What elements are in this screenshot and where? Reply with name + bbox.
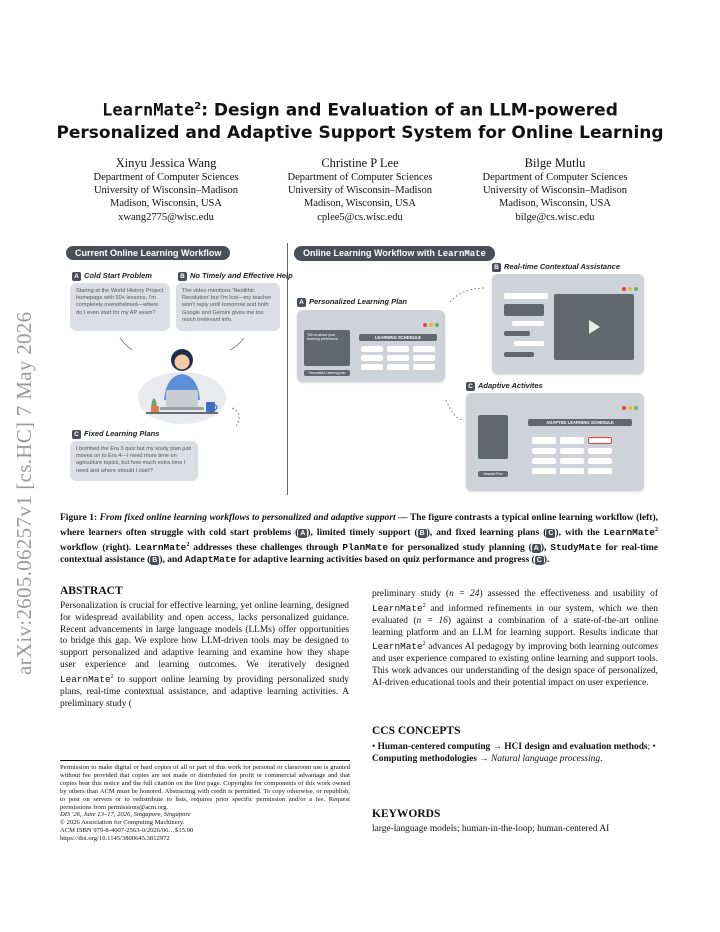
fixed-plans-bubble: I bombed the Era 3 quiz but my study plan just moves on to Era 4—I need more time on agriculture topics, but how much extra time I need and where should I start? [70, 441, 198, 481]
caption-label: Figure 1: [60, 513, 98, 523]
abstract-text: ) assessed the effectiveness and usability of [479, 589, 658, 599]
schedule-cell [532, 437, 556, 444]
close-dot [622, 406, 626, 410]
abstract-system-name: LearnMate [372, 641, 423, 653]
adapted-schedule-header: ADAPTED LEARNING SCHEDULE [528, 419, 632, 426]
close-dot [622, 287, 626, 291]
face [175, 355, 190, 370]
mug [206, 402, 215, 412]
schedule-cell [413, 346, 435, 352]
caption-text: ), with the [555, 528, 604, 539]
badge-a: A [297, 298, 306, 307]
figure-caption: Figure 1: From fixed online learning workflows to personalized and adaptive support — The figure contrasts a typical online learning workflow (left), where learners often struggle with cold start problems ( A ), limited timely support ( B ), and fixed learning plans ( C ), with the LearnMate$^2$ workflow (right). LearnMate$^2$ addresses these challenges through PlanMate for personalized study planning ( A ), StudyMate for real-time contextual assistance ( B ), and AdaptMate for adaptive learning activities based on quiz performance and progress ( C ). [60, 513, 659, 566]
schedule-cell [588, 468, 612, 474]
author-location: Madison, Wisconsin, USA [304, 198, 416, 210]
abstract-heading: ABSTRACT [60, 585, 123, 597]
abstract-system-name: LearnMate [60, 673, 111, 685]
ccs-term: HCI design and evaluation methods [504, 742, 648, 752]
abstract-col1: Personalization is crucial for effective learning, yet online learning, designed for widespread availability and open access, lacks personalized guidance. Recent advancements in large language models (LLMs) offer opportunities to bridge this gap. We explore how LLM-driven tools may be designed to support personalized and adaptive learning and examine how they shape user experience and learning outcomes. We iteratively designed LearnMate$^2$ to support online learning by providing personalized study plans, real-time contextual assistance, and adaptive learning activities. A preliminary study ( [60, 601, 349, 709]
ccs-arrow: → [476, 753, 492, 764]
maximize-dot [634, 287, 638, 291]
desk [146, 412, 218, 414]
ccs-term: Human-centered computing [377, 742, 491, 752]
title-line2: Personalized and Adaptive Support System for Online Learning [56, 122, 664, 143]
learnmate-workflow-pill [294, 246, 495, 261]
chat-message-user [512, 321, 544, 326]
caption-badge-c: C [536, 557, 542, 565]
close-dot [423, 323, 427, 327]
arxiv-identifier: arXiv:2605.06257v1 [cs.HC] 7 May 2026 [12, 311, 36, 675]
caption-text: workflow (right). [60, 543, 136, 554]
title-line1: : Design and Evaluation of an LLM-powered [201, 100, 618, 121]
preference-panel-title: Tell us about your learning preference [307, 333, 338, 342]
author-location: Madison, Wisconsin, USA [110, 198, 222, 210]
schedule-cell [560, 468, 584, 474]
ccs-concepts: • Human-centered computing → HCI design and evaluation methods; • Computing methodologies → Natural language processing. [372, 742, 656, 764]
caption-studymate: StudyMate [550, 542, 602, 554]
connector-arrow [232, 408, 239, 426]
schedule-cell [532, 448, 556, 454]
chat-message-user [514, 341, 544, 346]
schedule-cell [588, 458, 612, 464]
preference-panel [304, 330, 350, 366]
caption-text: ), limited timely support ( [307, 528, 418, 539]
abstract-text: advances AI pedagogy by improving both learning outcomes and user experience compared to existing online learning and support tools. This work advances our understanding of the design space of personalized, AI-driven educational tools and their potential impact on user experience. [372, 642, 658, 688]
minimize-dot [628, 406, 632, 410]
connector-arrow [450, 288, 486, 302]
keywords-text: large-language models; human-in-the-loop; human-centered AI [372, 824, 610, 834]
schedule-cell [361, 364, 383, 370]
caption-badge-b: B [152, 557, 158, 565]
schedule-cell [387, 346, 409, 352]
caption-badge-b: B [419, 530, 425, 538]
sample-size: n = 16 [416, 615, 448, 626]
figure-divider [287, 243, 288, 495]
ccs-term: Computing methodologies [372, 753, 477, 764]
no-timely-help-title: No Timely and Effective Help [190, 271, 293, 280]
author-name: Bilge Mutlu [524, 156, 586, 170]
author-univ: University of Wisconsin–Madison [287, 185, 433, 197]
caption-text: ), and fixed learning plans ( [426, 528, 547, 539]
ccs-arrow: → [490, 742, 505, 752]
author-univ: University of Wisconsin–Madison [93, 185, 239, 197]
permission-block [60, 760, 350, 843]
adapted-plan-button[interactable]: Adapted Plan [478, 471, 508, 477]
caption-badge-c: C [548, 530, 554, 538]
title-system-name: LearnMate [102, 100, 195, 121]
ccs-term: Natural language processing [491, 753, 601, 764]
minimize-dot [628, 287, 632, 291]
abstract-col2: preliminary study (n = 24) assessed the effectiveness and usability of LearnMate$^2$ and informed refinements in our system, which we then evaluated (n = 16) against a combination of a state-of-the-art online learning platform and an LLM for learning support. Results indicate that LearnMate$^2$ advances AI pedagogy by improving both learning outcomes and user experience compared to existing online learning and support tools. This work advances our understanding of the design space of personalized, AI-driven educational tools and their potential impact on user experience. [372, 589, 658, 688]
caption-text: ), and [159, 555, 185, 566]
caption-system-name: LearnMate [603, 527, 655, 539]
caption-text: for real-time contextual assistance ( [60, 543, 659, 566]
paper-title [40, 96, 680, 144]
copyright: © 2026 Association for Computing Machinery. [60, 819, 185, 827]
realtime-assistance-title: Real-time Contextual Assistance [504, 262, 621, 271]
personalized-plan-title: Personalized Learning Plan [309, 297, 407, 306]
caption-text: ). [543, 555, 550, 566]
schedule-cell [560, 437, 584, 444]
student-laptop-illustration [112, 328, 252, 428]
schedule-cell [560, 448, 584, 454]
caption-text: for personalized study planning ( [388, 543, 532, 554]
chat-message-assistant [504, 304, 544, 316]
author-name: Christine P Lee [321, 156, 399, 170]
personalized-plan-heading [297, 297, 407, 307]
schedule-cell [387, 364, 409, 370]
abstract-text: ) against a combination of a state-of-the-art online learning platform and an LLM for learning support. Results indicate that [372, 615, 658, 638]
sample-size: n = 24 [449, 589, 480, 599]
no-timely-help-bubble: The video mentions 'Neolithic Revolution' but I'm lost—my teacher won't reply until tomorrow and both Google and Gemini gives me too much irrelevant info. [176, 283, 280, 331]
author-block-3 [455, 156, 655, 224]
video-player[interactable] [554, 294, 634, 360]
abstract-text: and informed refinements in our system, which we then evaluated ( [372, 603, 658, 626]
current-workflow-pill: Current Online Learning Workflow [66, 246, 230, 260]
venue: DIS '26, June 13–17, 2026, Singapore, Singapore [60, 811, 191, 819]
studymate-window [492, 274, 644, 374]
window-controls [421, 314, 439, 332]
pill-prefix: Online Learning Workflow with [303, 248, 438, 258]
caption-adaptmate: AdaptMate [184, 554, 237, 566]
learning-schedule-header: LEARNING SCHEDULE [359, 334, 437, 341]
fixed-plans-title: Fixed Learning Plans [84, 429, 160, 438]
schedule-cell [361, 355, 383, 361]
personalize-plan-button[interactable]: Personalize Learning plan [304, 370, 350, 376]
badge-c: C [72, 430, 81, 439]
author-dept: Department of Computer Sciences [93, 172, 239, 183]
laptop-base [160, 407, 204, 410]
caption-system-name: LearnMate [135, 542, 187, 554]
isbn: ACM ISBN 979-8-4007-2563-0/2026/06…$15.00 [60, 827, 194, 835]
cold-start-title: Cold Start Problem [84, 271, 152, 280]
badge-b: B [492, 263, 501, 272]
author-block-1 [66, 156, 266, 224]
chat-message-user [504, 293, 548, 299]
caption-text: The figure contrasts a typical online learning workflow (left), where learners often struggle with cold start problems ( [60, 513, 659, 539]
abstract-text: Personalization is crucial for effective learning, yet online learning, designed for widespread availability and open access, lacks personalized guidance. Recent advancements in large language models (LLMs) offer opportunities to bridge this gap. We explore how LLM-driven tools may be designed to support personalized and adaptive learning and examine how they shape user experience and learning outcomes. We iteratively designed [60, 601, 349, 670]
no-timely-help-heading [178, 271, 293, 281]
author-email[interactable]: xwang2775@wisc.edu [118, 211, 214, 223]
author-block-2 [260, 156, 460, 224]
caption-text: addresses these challenges through [189, 543, 343, 554]
ccs-end: . [600, 753, 603, 764]
author-location: Madison, Wisconsin, USA [499, 198, 611, 210]
chat-message-assistant [504, 331, 530, 336]
abstract-system-name: LearnMate [372, 602, 423, 614]
schedule-cell [387, 355, 409, 361]
author-name: Xinyu Jessica Wang [115, 156, 217, 170]
caption-text: for adaptive learning activities based on quiz performance and progress ( [236, 555, 535, 566]
author-dept: Department of Computer Sciences [287, 172, 433, 183]
cold-start-bubble: Staring at the World History Project homepage with 50+ lessons, I'm completely overwhelmed—where do I even start for my AP exam? [70, 283, 170, 331]
connector-arrow [446, 400, 464, 420]
keywords-heading: KEYWORDS [372, 808, 441, 820]
pill-system-name: LearnMate [437, 249, 486, 259]
workflow-connectors [440, 280, 500, 430]
window-controls [620, 397, 638, 415]
badge-b: B [178, 272, 187, 281]
badge-c: C [466, 382, 475, 391]
plant-pot [151, 406, 159, 412]
schedule-cell-adapted [588, 437, 612, 444]
doi-link[interactable]: https://doi.org/10.1145/3800645.3812972 [60, 835, 170, 843]
schedule-cell [588, 448, 612, 454]
caption-text: ), [540, 543, 551, 554]
minimize-dot [429, 323, 433, 327]
schedule-cell [532, 458, 556, 464]
author-dept: Department of Computer Sciences [482, 172, 628, 183]
ccs-separator: ; • [647, 742, 656, 752]
connector-arrow [120, 338, 132, 350]
title-superscript: 2 [194, 101, 202, 112]
chat-message-assistant [504, 352, 534, 357]
maximize-dot [634, 406, 638, 410]
realtime-assistance-heading [492, 262, 620, 272]
author-email[interactable]: bilge@cs.wisc.edu [515, 211, 595, 223]
ccs-heading: CCS CONCEPTS [372, 725, 461, 737]
caption-badge-a: A [300, 530, 306, 538]
connector-arrow [230, 338, 244, 350]
maximize-dot [435, 323, 439, 327]
schedule-cell [532, 468, 556, 474]
laptop-screen [166, 390, 198, 408]
adaptive-activities-title: Adaptive Activites [478, 381, 543, 390]
play-icon[interactable] [554, 294, 634, 360]
author-email[interactable]: cplee5@cs.wisc.edu [317, 211, 403, 223]
schedule-cell [560, 458, 584, 464]
caption-badge-a: A [533, 545, 539, 553]
caption-planmate: PlanMate [342, 542, 389, 554]
schedule-cell [361, 346, 383, 352]
abstract-text: to support online learning by providing personalized study plans, real-time contextual assistance, and adaptive learning activities. A preliminary study ( [60, 674, 349, 709]
cold-start-heading [72, 271, 152, 281]
author-univ: University of Wisconsin–Madison [482, 185, 628, 197]
fixed-plans-heading [72, 429, 159, 439]
schedule-cell [413, 364, 435, 370]
planmate-window [297, 310, 445, 382]
schedule-cell [413, 355, 435, 361]
caption-italic-title: From fixed online learning workflows to personalized and adaptive support — [99, 513, 408, 523]
badge-a: A [72, 272, 81, 281]
permission-text: Permission to make digital or hard copies of all or part of this work for personal or classroom use is granted without fee provided that copies are not made or distributed for profit or commercial advantage and that copies bear this notice and the full citation on the first page. Copyrights for components of this work owned by others than ACM must be honored. Abstracting with credit is permitted. To copy otherwise, or republish, to post on servers or to redistribute to lists, requires prior specific permission and/or a fee. Request permissions from permissions@acm.org. [60, 764, 350, 811]
